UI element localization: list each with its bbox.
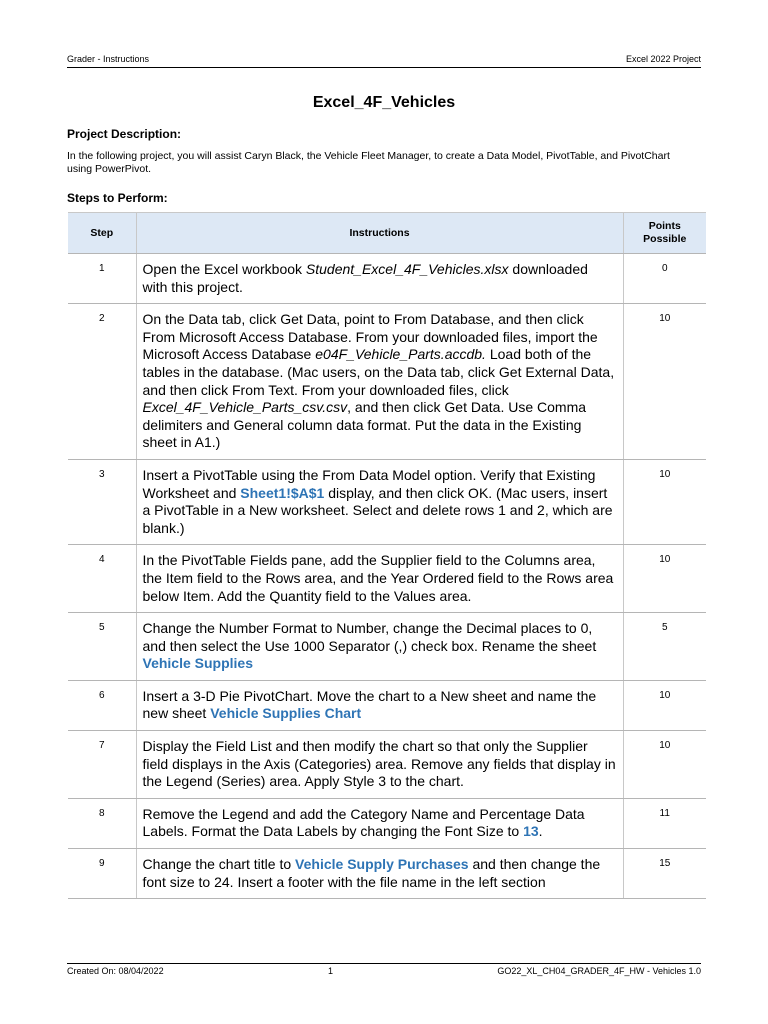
- header-right: Excel 2022 Project: [625, 54, 701, 64]
- step-instructions: [136, 613, 623, 681]
- step-instructions: [136, 731, 623, 799]
- instruction-text: In the PivotTable Fields pane, add the Supplier field to the Columns area, the Item field to the Rows area, and the Year Ordered field to the Rows area below Item. Add the Quantity field to the Values area.: [142, 552, 614, 604]
- footer-page-number: 1: [327, 966, 333, 976]
- instruction-text: Insert a PivotTable using the From Data Model option. Verify that Existing Worksheet and: [142, 466, 596, 501]
- highlight-text: Vehicle Supplies Chart: [210, 705, 362, 722]
- instruction-text: , and then click Get Data. Use Comma delimiters and General column data format. Put the data in the Existing sheet in A1.): [142, 399, 587, 451]
- column-header-points: Points Possible: [623, 213, 706, 254]
- table-row: [68, 731, 706, 799]
- instruction-text: .: [538, 823, 543, 840]
- instruction-text: display, and then click OK. (Mac users, insert a PivotTable in a New worksheet. Select and delete rows 1 and 2, which are blank.): [142, 484, 613, 536]
- step-points: 10: [623, 680, 706, 730]
- project-description-heading: Project Description:: [67, 127, 182, 141]
- instruction-text: Remove the Legend and add the Category Name and Percentage Data Labels. Format the Data Labels by changing the Font Size to: [142, 805, 585, 840]
- instruction-text: Change the Number Format to Number, change the Decimal places to 0, and then select the Use 1000 Separator (,) check box. Rename the sheet: [142, 620, 597, 654]
- step-instructions: [136, 798, 623, 848]
- step-number: 6: [68, 680, 136, 730]
- steps-heading: Steps to Perform:: [67, 191, 168, 205]
- step-points: 15: [623, 849, 706, 899]
- filename-text: Student_Excel_4F_Vehicles.xlsx: [305, 261, 509, 277]
- step-instructions: [136, 680, 623, 730]
- instruction-text: Display the Field List and then modify the chart so that only the Supplier field displays in the Axis (Categories) area. Remove any fields that display in the Legend (Series) area. Apply Style 3 to the chart.: [142, 738, 616, 790]
- header-left: Grader - Instructions: [67, 54, 150, 64]
- highlight-text: Sheet1!$A$1: [240, 484, 325, 501]
- instruction-text: Open the Excel workbook: [142, 261, 306, 277]
- highlight-text: Vehicle Supply Purchases: [295, 856, 469, 873]
- step-points: 0: [623, 254, 706, 304]
- page-footer: [67, 963, 701, 976]
- step-number: 5: [68, 613, 136, 681]
- page-header: [67, 54, 701, 68]
- instruction-text: Insert a 3-D Pie PivotChart. Move the chart to a New sheet and name the new sheet: [142, 687, 597, 722]
- table-row: [68, 613, 706, 681]
- step-instructions: [136, 849, 623, 899]
- step-instructions: [136, 459, 623, 544]
- step-points: 11: [623, 798, 706, 848]
- highlight-text: Vehicle Supplies: [142, 655, 253, 672]
- steps-table: [68, 212, 706, 899]
- step-number: 9: [68, 849, 136, 899]
- column-header-step: Step: [68, 213, 136, 254]
- table-row: [68, 680, 706, 730]
- instruction-text: downloaded with this project.: [142, 261, 588, 295]
- table-row: [68, 304, 706, 460]
- step-number: 1: [68, 254, 136, 304]
- step-instructions: [136, 304, 623, 460]
- step-instructions: [136, 254, 623, 304]
- instruction-text: and then change the font size to 24. Insert a footer with the file name in the left section: [142, 856, 601, 890]
- step-points: 10: [623, 459, 706, 544]
- steps-table-body: [68, 254, 706, 899]
- footer-document-id: GO22_XL_CH04_GRADER_4F_HW - Vehicles 1.0: [497, 966, 701, 976]
- column-header-instructions: Instructions: [136, 213, 623, 254]
- footer-created-on: Created On: 08/04/2022: [67, 966, 164, 976]
- table-row: [68, 849, 706, 899]
- step-points: 10: [623, 731, 706, 799]
- step-number: 3: [68, 459, 136, 544]
- instruction-text: Load both of the tables in the database. (Mac users, on the Data tab, click Get External Data, and then click From Text. From your downloaded files, click: [142, 346, 615, 398]
- table-header-row: [68, 213, 706, 254]
- highlight-text: 13: [523, 823, 539, 840]
- step-number: 4: [68, 545, 136, 613]
- instruction-text: On the Data tab, click Get Data, point to From Database, and then click From Microsoft Access Database. From your downloaded files, import the Microsoft Access Database: [142, 311, 598, 363]
- step-points: 5: [623, 613, 706, 681]
- step-points: 10: [623, 545, 706, 613]
- table-row: [68, 545, 706, 613]
- table-row: [68, 254, 706, 304]
- document-title: Excel_4F_Vehicles: [312, 94, 456, 111]
- instruction-text: Change the chart title to: [142, 856, 296, 873]
- step-number: 8: [68, 798, 136, 848]
- filename-text: e04F_Vehicle_Parts.accdb.: [315, 346, 486, 363]
- project-description-text: In the following project, you will assist Caryn Black, the Vehicle Fleet Manager, to create a Data Model, PivotTable, and PivotChart using PowerPivot.: [67, 150, 670, 175]
- table-row: [68, 459, 706, 544]
- filename-text: Excel_4F_Vehicle_Parts_csv.csv: [142, 399, 348, 416]
- step-instructions: [136, 545, 623, 613]
- table-row: [68, 798, 706, 848]
- step-points: 10: [623, 304, 706, 460]
- step-number: 2: [68, 304, 136, 460]
- step-number: 7: [68, 731, 136, 799]
